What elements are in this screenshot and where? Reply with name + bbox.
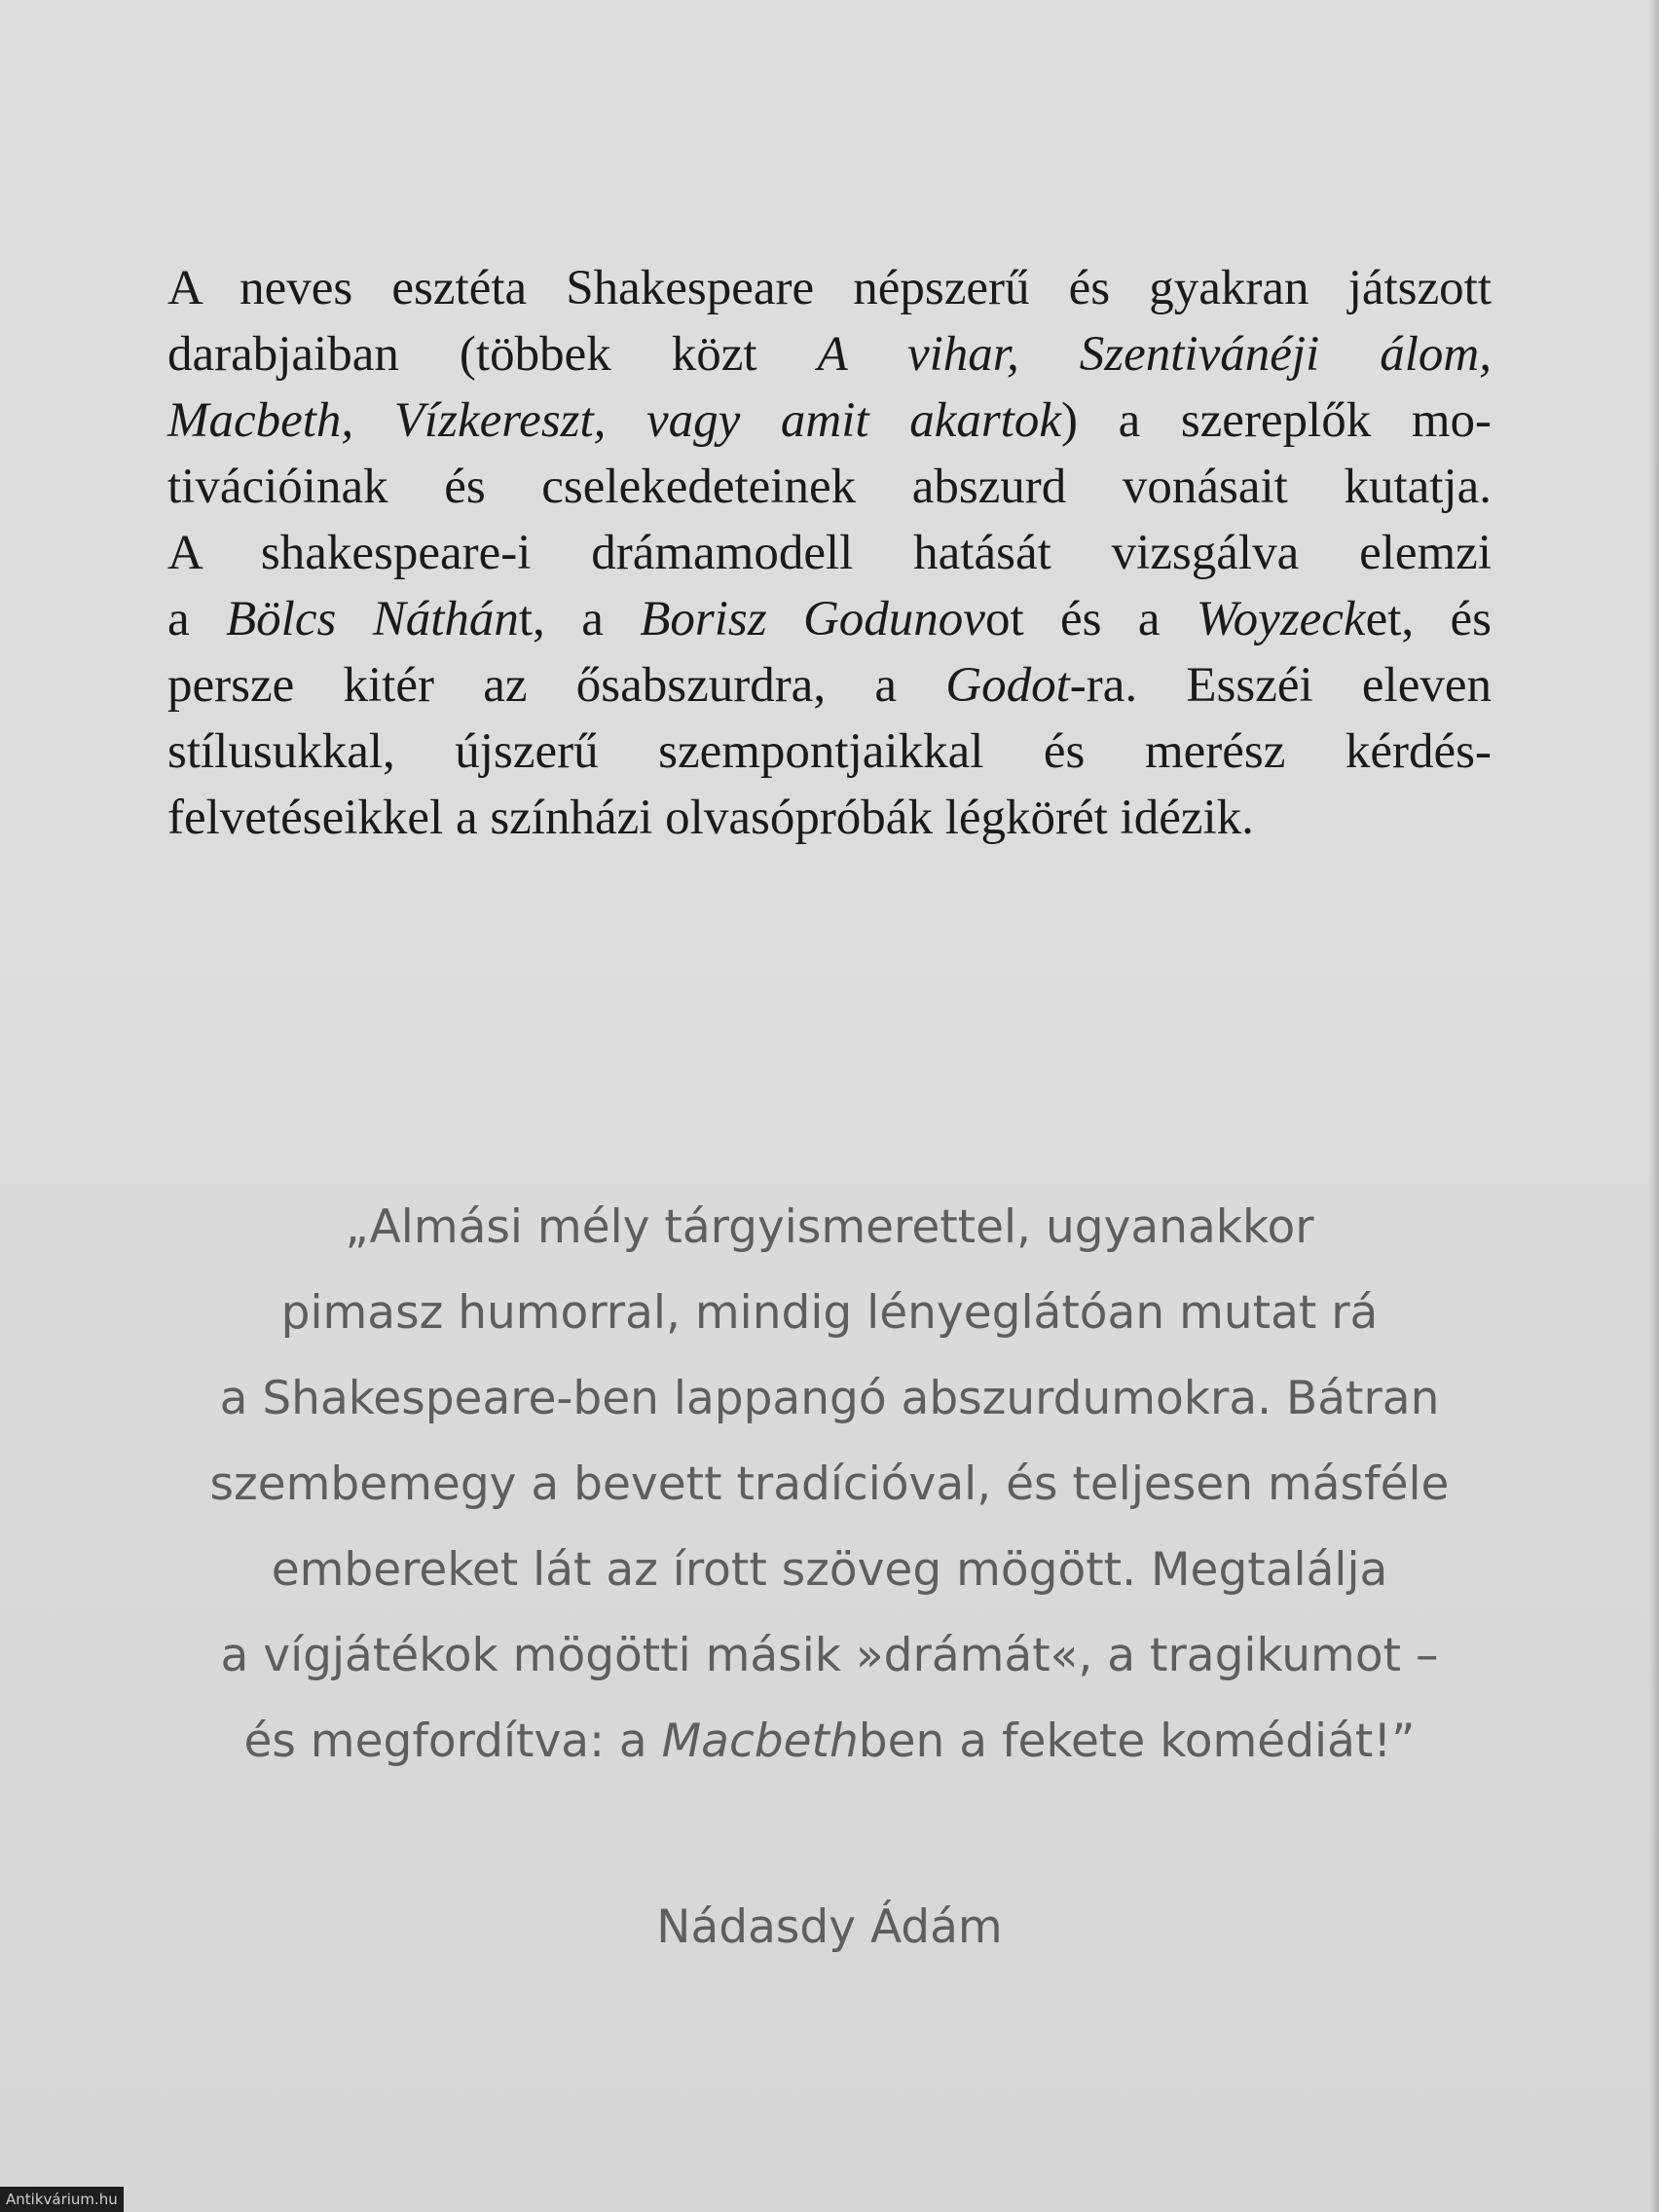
quote-line: és megfordítva: a Macbethben a fekete komédiát!” (243, 1714, 1416, 1768)
quote-line: „Almási mély tárgyismerettel, ugyanakkor (345, 1200, 1314, 1254)
quote-line: embereket lát az írott szöveg mögött. Megtalálja (271, 1543, 1388, 1597)
blurb-line: A shakespeare-i drámamodell hatását vizsgálva elemzi (167, 526, 1492, 580)
italic-title: A vihar, Szentivánéji álom, (817, 327, 1493, 382)
blurb-line: a Bölcs Náthánt, a Borisz Godunovot és a Woyzecket, és (167, 592, 1492, 646)
page-edge-shadow (1649, 0, 1659, 2212)
quote-line: szembemegy a bevett tradícióval, és teljesen másféle (209, 1457, 1450, 1511)
book-blurb (167, 255, 1492, 851)
blurb-line: A neves esztéta Shakespeare népszerű és gyakran játszott (167, 261, 1492, 315)
quote-line: pimasz humorral, mindig lényeglátóan mutat rá (280, 1286, 1379, 1340)
italic-title: Macbeth, Vízkereszt, vagy amit akartok (167, 393, 1061, 448)
italic-title: Godot (945, 658, 1070, 713)
italic-title: Woyzeck (1196, 592, 1366, 646)
quote-author: Nádasdy Ádám (656, 1900, 1003, 1954)
italic-title: Bölcs Náthán (226, 592, 519, 646)
blurb-line: stílusukkal, újszerű szempontjaikkal és merész kérdés- (167, 724, 1492, 779)
italic-title: Borisz Godunov (640, 592, 985, 646)
italic-title: Macbeth (661, 1714, 859, 1768)
review-quote (117, 1185, 1542, 1785)
blurb-line: darabjaiban (többek közt A vihar, Szentivánéji álom, (167, 327, 1493, 382)
blurb-line: Macbeth, Vízkereszt, vagy amit akartok) a szereplők mo- (167, 393, 1492, 448)
site-watermark: Antikvárium.hu (0, 2187, 124, 2212)
blurb-line: tivációinak és cselekedeteinek abszurd vonásait kutatja. (167, 460, 1492, 514)
quote-line: a vígjátékok mögötti másik »drámát«, a tragikumot – (220, 1629, 1439, 1682)
quote-line: a Shakespeare-ben lappangó abszurdumokra. Bátran (219, 1372, 1440, 1425)
blurb-line: persze kitér az ősabszurdra, a Godot-ra. Esszéi eleven (167, 658, 1492, 713)
blurb-line: felvetéseikkel a színházi olvasópróbák légkörét idézik. (167, 791, 1254, 845)
